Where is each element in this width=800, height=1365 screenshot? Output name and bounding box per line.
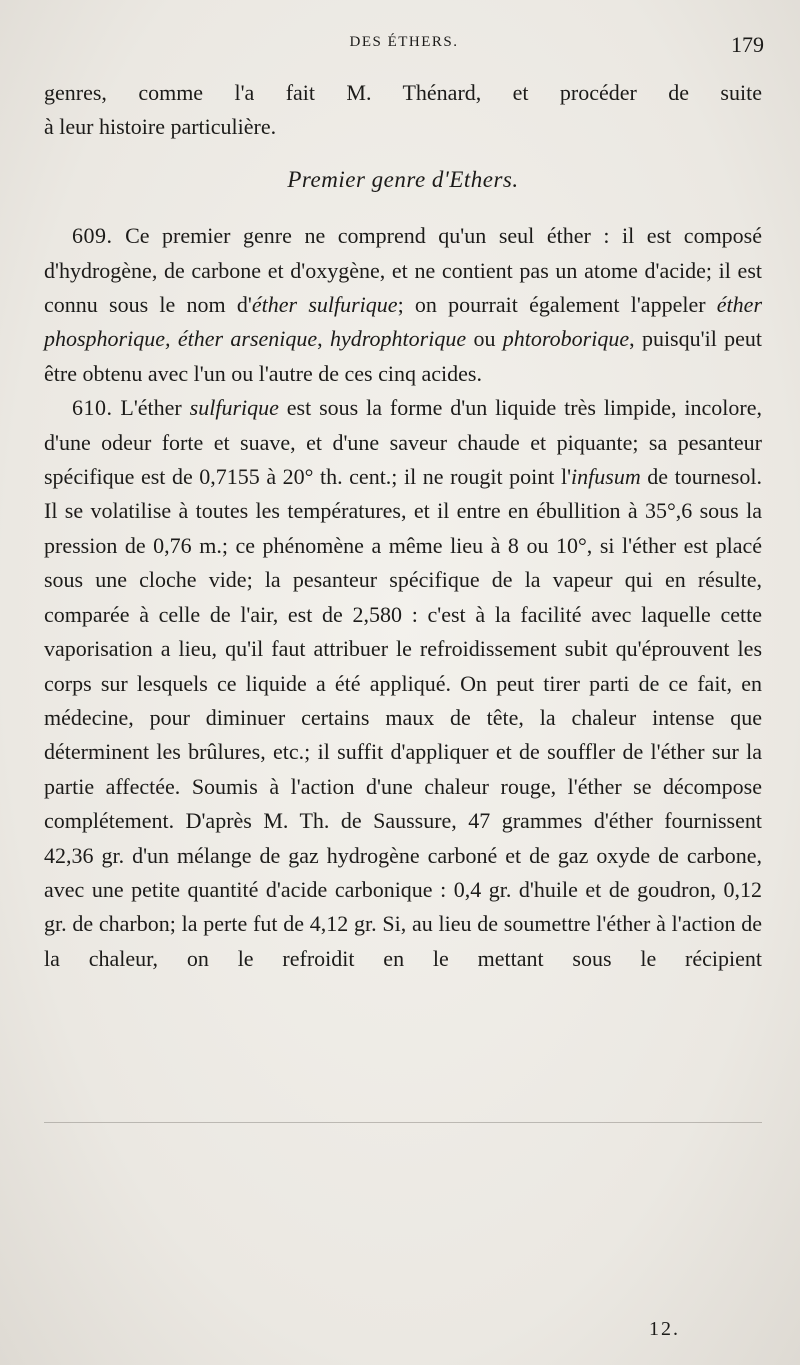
paragraph-text: , (317, 326, 331, 352)
ink-rule (44, 1122, 762, 1123)
italic-term: phtoroborique (502, 326, 630, 352)
italic-term: infusum (571, 464, 641, 490)
intro-line-1: genres, comme l'a fait M. Thénard, et procéder de suite (44, 80, 762, 105)
paragraph-text: est sous la forme d'un liquide très limpide, incolore, d'une odeur forte et suave, et d'une saveur chaude et piquante; sa pesanteur spécifique est de 0,7155 à 20° th. cent.; il ne rougit point l' (44, 395, 762, 490)
italic-term: éther phosphorique, éther arsenique (44, 292, 762, 352)
paragraph-text: ; on pourrait également l'appeler (397, 292, 717, 318)
paragraph-text: ou (466, 326, 503, 352)
body-text (44, 76, 762, 976)
intro-line-2: à leur histoire particulière. (44, 114, 277, 140)
page-header (44, 34, 764, 64)
paragraph-610 (44, 391, 762, 976)
paragraph-text: , puisqu'il peut être obtenu avec l'un ou l'autre de ces cinq acides. (44, 326, 763, 386)
paragraph-609 (44, 219, 762, 391)
paragraph-text: de tournesol. Il se volatilise à toutes les températures, et il entre en ébullition à 35°,6 sous la pression de 0,76 m.; ce phénomène a même lieu à 8 ou 10°, si l'éther est placé sous une cloche vide; la pesanteur spécifique de la vapeur qui en résulte, comparée à celle de l'air, est de 2,580 : c'est à la facilité avec laquelle cette vaporisation a lieu, qu'il faut attribuer le refroidissement subit qu'éprouvent les corps sur lesquels ce liquide a été appliqué. On peut tirer parti de ce fait, en médecine, pour diminuer certains maux de tête, la chaleur intense que déterminent les brûlures, etc.; il suffit d'appliquer et de souffler de l'éther sur la partie affectée. Soumis à l'action d'une chaleur rouge, l'éther se décompose complétement. D'après M. Th. de Saussure, 47 grammes d'éther fournissent 42,36 gr. d'un mélange de gaz hydrogène carboné et de gaz oxyde de carbone, avec une petite quantité d'acide carbonique : 0,4 gr. d'huile et de goudron, 0,12 gr. de charbon; la perte fut de 4,12 gr. Si, au lieu de soumettre l'éther à l'action de la chaleur, on le refroidit en le mettant sous le récipient (44, 464, 762, 971)
section-title: Premier genre d'Ethers. (287, 166, 519, 192)
italic-term: éther sulfurique (251, 292, 398, 318)
signature-mark: 12. (649, 1318, 680, 1340)
paragraph-number: 609. (72, 223, 113, 249)
italic-term: hydrophtorique (330, 326, 467, 352)
paragraph-text: Ce premier genre ne comprend qu'un seul éther : il est composé d'hydrogène, de carbone et d'oxygène, et ne contient pas un atome d'acide; il est connu sous le nom d' (44, 223, 763, 318)
running-head: DES ÉTHERS. (349, 34, 459, 50)
page-number: 179 (731, 32, 764, 57)
paragraph-text: L'éther (120, 395, 190, 421)
paragraph-number: 610. (72, 395, 113, 421)
italic-term: sulfurique (189, 395, 279, 421)
